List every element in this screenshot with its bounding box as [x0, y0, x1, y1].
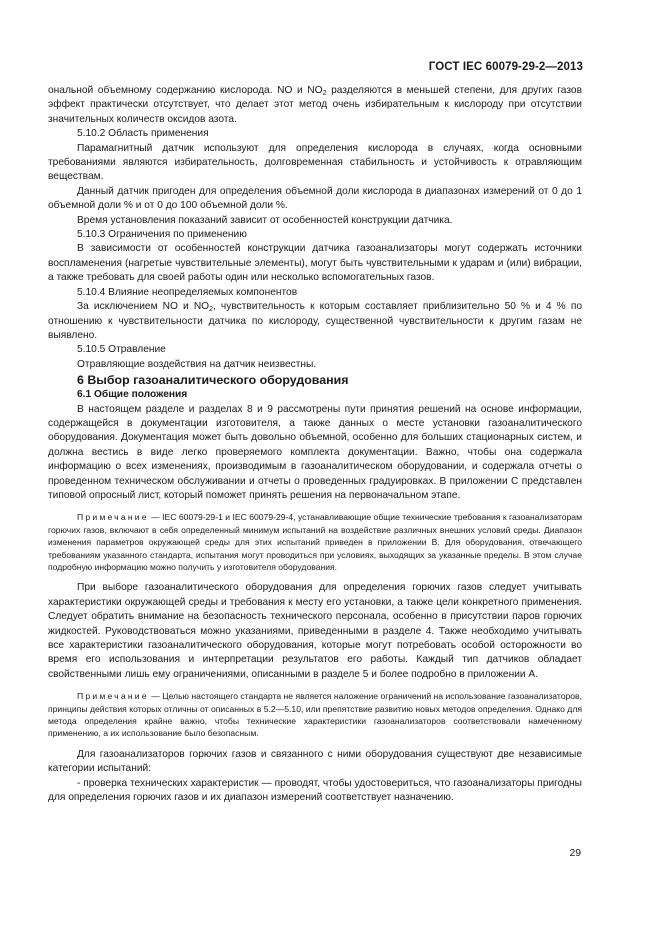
text-run: разделяются в меньшей степени, для других газов эффект практически отсутствует, что делает этот метод очень избирательным к кислороду при отсутствии значительных количеств оксидов азота.: [48, 85, 582, 125]
note-1: [48, 511, 582, 573]
paragraph: В настоящем разделе и разделах 8 и 9 рассмотрены пути принятия решений на основе информации, содержащейся в документации изготовителя, а также данных о месте установки газоаналитического оборудования. Документация может быть довольно объемной, особенно для больших стационарных систем, и должна вестись в виде легко проверяемого комплекта документации. Важно, чтобы она содержала информацию о всех изменениях, производимым в газоаналитическом оборудовании, и содержала отчеты о проведенном техническом обслуживании и отчеты о проведенных градуировках. В приложении С представлен типовой опросный лист, который поможет принять решения на первоначальном этапе.: [48, 403, 582, 501]
section-title-6: 6 Выбор газоаналитического оборудования: [77, 373, 349, 388]
paragraph: Данный датчик пригоден для определения объемной доли кислорода в диапазонах измерений от 0 до 1 объемной доли % и от 0 до 100 объемной доли %.: [48, 185, 582, 212]
paragraph: Парамагнитный датчик используют для определения кислорода в случаях, когда основными требованиями являются избирательность, долговременная стабильность и устойчивость к отравляющим веществам.: [48, 142, 582, 183]
note-label: Примечание: [77, 691, 149, 702]
subsection-title-5-10-3: 5.10.3 Ограничения по применению: [77, 229, 247, 241]
standard-header: ГОСТ IEC 60079-29-2—2013: [428, 61, 583, 73]
paragraph: [48, 300, 582, 343]
text-run: За исключением NO и NO: [77, 301, 210, 313]
list-item: - проверка технических характеристик — проводят, чтобы удостовериться, что газоанализаторы пригодны для определения горючих газов и их диапазон измерений соответствует назначению.: [48, 777, 582, 804]
note-2: [48, 690, 582, 740]
paragraph: При выборе газоаналитического оборудования для определения горючих газов следует учитывать характеристики окружающей среды и требования к месту его установки, а также цели конкретного применения. Следует обратить внимание на безопасность технического персонала, особенно в присутствии паров горючих жидкостей. Руководствоваться можно указаниями, приведенными в разделе 4. Также необходимо учитывать все характеристики газоаналитического оборудования, которые могут потребовать особой осторожности во время его использования и интерпретации результатов его работы. Каждый тип датчиков обладает свойственными лишь ему ограничениями, описанными в разделе 5 и более подробно в приложении А.: [48, 582, 582, 680]
note-label: Примечание: [77, 512, 149, 523]
subscript: 2: [209, 306, 214, 314]
subsection-title-6-1: 6.1 Общие положения: [77, 389, 188, 401]
paragraph: Для газоанализаторов горючих газов и связанного с ними оборудования существуют две независимые категории испытаний:: [48, 748, 582, 775]
paragraph: Время установления показаний зависит от особенностей конструкции датчика.: [77, 214, 453, 226]
subsection-title-5-10-5: 5.10.5 Отравление: [77, 344, 166, 356]
paragraph: В зависимости от особенностей конструкции датчика газоанализаторы могут содержать источники воспламенения (нагретые чувствительные элементы), могут быть чувствительными к ударам и (или) вибрации, а также требовать для своей работы один или несколько вспомогательных газов.: [48, 243, 582, 284]
text-run: , чувствительность к которым составляет приблизительно 50 % и 4 % по отношению к чувствительности датчика по кислороду, существенной чувствительности к другим газам не выявлено.: [48, 301, 583, 341]
subsection-title-5-10-4: 5.10.4 Влияние неопределяемых компонентов: [77, 286, 298, 298]
paragraph: Отравляющие воздействия на датчик неизвестны.: [77, 358, 317, 370]
paragraph-continuation: [48, 84, 582, 127]
page-number: 29: [569, 848, 581, 859]
text-run: ональной объемному содержанию кислорода. NO и NO: [48, 85, 323, 96]
note-text: — Целью настоящего стандарта не является наложение ограничений на использование газоанализаторов, принципы действия которых отличны от описанных в 5.2—5.10, или препятствие развитию новых методов определения. Однако для метода определения крайне важно, чтобы технические характеристики газоанализаторов соответствовали намеченному применению, а их использование было безопасным.: [48, 691, 582, 739]
note-text: — IEC 60079-29-1 и IEC 60079-29-4, устанавливающие общие технические требования к газоанализаторам горючих газов, включают в себя определенный минимум испытаний на воздействие различных внешних условий среды. Диапазон изменения параметров окружающей среды для этих испытаний приведен в приложении В. Для оборудования, отвечающего требованиям указанного стандарта, испытания могут проводиться при условиях, выходящих за указанные пределы. В этом случае подробную информацию можно получить у изготовителя оборудования.: [48, 512, 582, 572]
subscript: 2: [322, 90, 327, 97]
page-body: [48, 84, 582, 806]
subsection-title-5-10-2: 5.10.2 Область применения: [77, 128, 209, 140]
